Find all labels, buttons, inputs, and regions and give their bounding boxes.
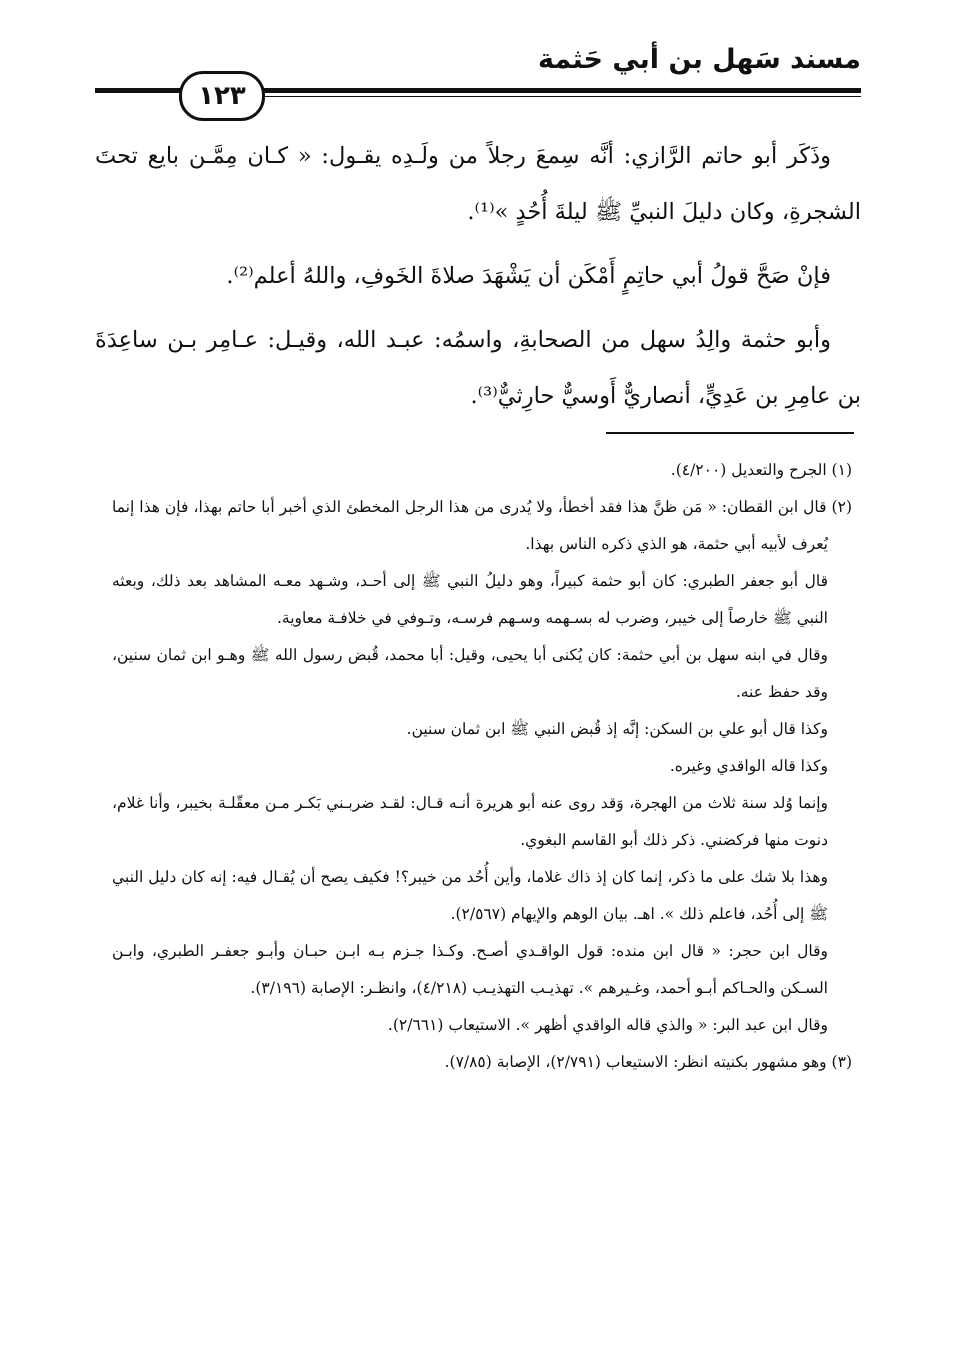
main-paragraph: وذَكَر أبو حاتم الرَّازي: أنَّه سِمعَ رجلاً من ولَـدِه يقـول: « كـان مِمَّـن بايع تحتَ الشجرةِ، وكان دليلَ النبيِّ ﷺ ليلةَ أُحُدٍ »⁽¹⁾. — [95, 143, 861, 225]
main-paragraph: فإنْ صَحَّ قولُ أبي حاتِمٍ أَمْكَن أن يَشْهَدَ صلاةَ الخَوفِ، واللهُ أعلم⁽²⁾. — [226, 263, 831, 289]
footnote-2-cont: قال أبو جعفر الطبري: كان أبو حثمة كبيراً، وهو دليلُ النبي ﷺ إلى أحـد، وشـهد معـه المشاهد بعد ذلك، وبعثه النبي ﷺ خارصاً إلى خيبر، وضرب له بسـهمه وسـهم فرسـه، وتـوفي في خلافـة معاوية. — [112, 572, 828, 627]
footnotes — [112, 452, 852, 1081]
footnote-separator — [606, 432, 854, 434]
page-header — [95, 36, 861, 116]
footnote-1: (١) الجرح والتعديل (٤/٢٠٠). — [670, 461, 852, 479]
footnote-2-cont: وكذا قال أبو علي بن السكن: إنَّه إذ قُبض النبي ﷺ ابن ثمان سنين. — [406, 720, 828, 738]
header-rule-thick — [253, 88, 861, 93]
running-title: مسند سَهل بن أبي حَثمة — [538, 44, 861, 75]
footnote-2-cont: وقال في ابنه سهل بن أبي حثمة: كان يُكنى أبا يحيى، وقيل: أبا محمد، قُبض رسول الله ﷺ وهـو ابن ثمان سنين، وقد حفظ عنه. — [112, 646, 828, 701]
main-paragraph: وأبو حثمة والِدُ سهل من الصحابةِ، واسمُه: عبـد الله، وقيـل: عـامِر بـن ساعِدَةَ بن عامِرِ بن عَدِيٍّ، أنصاريٌّ أَوسيٌّ حارِثيٌّ⁽³⁾. — [95, 327, 861, 409]
footnote-2-cont: وإنما وُلد سنة ثلاث من الهجرة، وَقد روى عنه أبو هريرة أنـه قـال: لقـد ضربـني بَكـر مـن معقّلـة بخيبر، وأنا غلام، دنوت منها فركضني. ذكر ذلك أبو القاسم البغوي. — [112, 794, 828, 849]
page-number: ١٢٣ — [179, 71, 265, 121]
main-text — [95, 128, 861, 432]
footnote-2-cont: وكذا قاله الواقدي وغيره. — [669, 757, 828, 775]
footnote-2-cont: وقال ابن حجر: « قال ابن منده: قول الواقـدي أصـح. وكـذا جـزم بـه ابـن حبـان وأبـو جعفـر الطبري، وابـن السـكن والحـاكم أبـو أحمد، وغـيرهم ». تهذيـب التهذيـب (٤/٢١٨)، وانظـر: الإصابة (٣/١٩٦). — [112, 942, 828, 997]
footnote-2-cont: وقال ابن عبد البر: « والذي قاله الواقدي أظهر ». الاستيعاب (٢/٦٦١). — [387, 1016, 828, 1034]
header-rule-left — [95, 88, 183, 93]
footnote-3: (٣) وهو مشهور بكنيته انظر: الاستيعاب (٢/٧٩١)، الإصابة (٧/٨٥). — [444, 1053, 852, 1071]
footnote-2: (٢) قال ابن القطان: « مَن ظنَّ هذا فقد أخطأ، ولا يُدرى من هذا الرجل المخطئ الذي أخبر أبا حاتم بهذا، فإن هذا إنما يُعرف لأبيه أبي حثمة، هو الذي ذكره الناس بهذا. — [112, 498, 852, 553]
header-rule-thin — [253, 96, 861, 97]
footnote-2-cont: وهذا بلا شك على ما ذكر، إنما كان إذ ذاك غلاما، وأين أُحُد من خيبر؟! فكيف يصح أن يُقـال فيه: إنه كان دليل النبي ﷺ إلى أُحُد، فاعلم ذلك ». اهـ. بيان الوهم والإيهام (٢/٥٦٧). — [112, 868, 828, 923]
